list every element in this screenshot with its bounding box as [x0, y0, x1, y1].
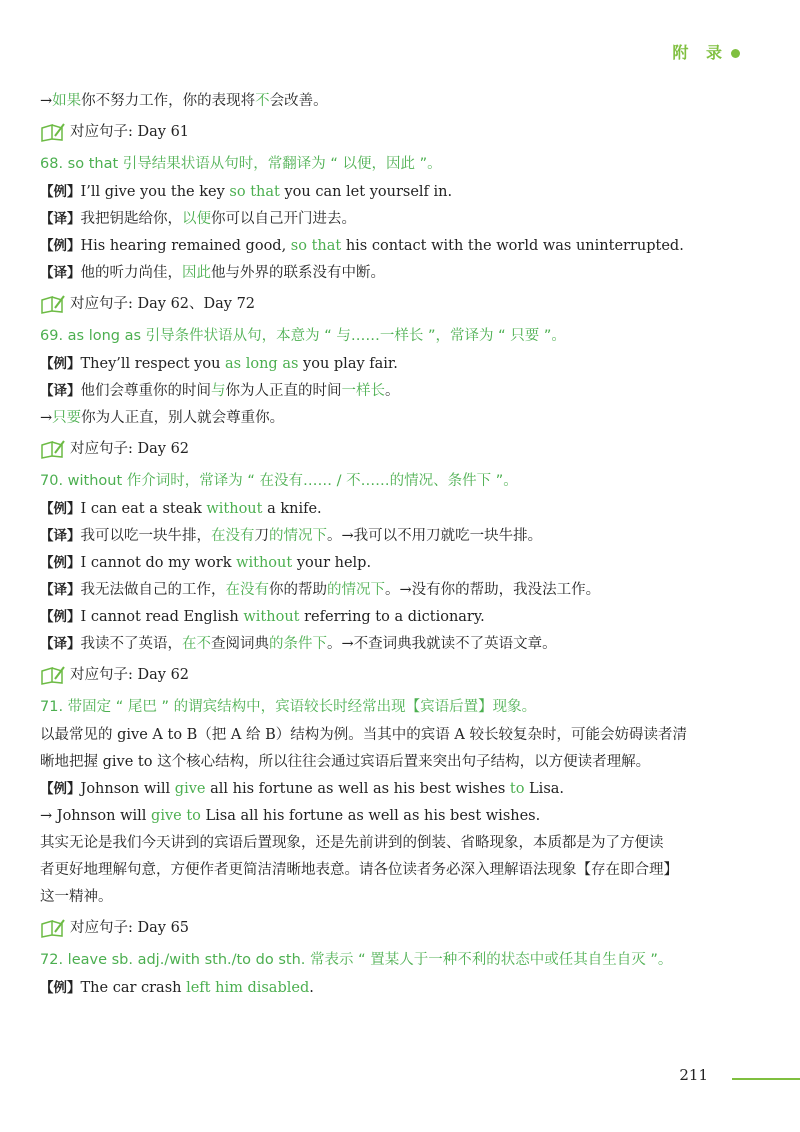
running-header: 附 录	[672, 43, 728, 62]
example-line: 【例】His hearing remained good, so that his contact with the world was uninterrupted.	[40, 238, 684, 254]
reference-day-62: 对应句子: Day 62	[40, 662, 756, 688]
example-line: 【例】The car crash left him disabled.	[40, 980, 314, 996]
rule-69-title: 69. as long as 引导条件状语从句，本意为 “ 与……一样长 ”，常译为 “ 只要 ”。	[40, 328, 566, 344]
book-pencil-icon	[40, 294, 66, 314]
paragraph-line: 这一精神。	[40, 889, 113, 905]
page-footer	[0, 1066, 800, 1090]
sentence-line: → Johnson will give to Lisa all his fortune as well as his best wishes.	[40, 808, 541, 824]
example-line: 【例】I cannot do my work without your help.	[40, 555, 372, 571]
book-pencil-icon	[40, 439, 66, 459]
book-pencil-icon	[40, 122, 66, 142]
example-line: 【例】I can eat a steak without a knife.	[40, 501, 322, 517]
paragraph-line: 其实无论是我们今天讲到的宾语后置现象，还是先前讲到的倒装、省略现象，本质都是为了方便读	[40, 835, 664, 851]
paragraph-line: 以最常见的 give A to B（把 A 给 B）结构为例。当其中的宾语 A 较长较复杂时，可能会妨碍读者清	[40, 727, 687, 743]
book-pencil-icon	[40, 918, 66, 938]
translation-line: 【译】我读不了英语，在不查阅词典的条件下。→不查词典我就读不了英语文章。	[40, 636, 557, 652]
example-line: 【例】Johnson will give all his fortune as well as his best wishes to Lisa.	[40, 781, 565, 797]
page-number: 211	[679, 1066, 708, 1084]
reference-day-65: 对应句子: Day 65	[40, 915, 756, 941]
page-content	[40, 88, 756, 1002]
rule-71-title: 71. 带固定 “ 尾巴 ” 的谓宾结构中，宾语较长时经常出现【宾语后置】现象。	[40, 699, 537, 715]
translation-line: 【译】我把钥匙给你，以便你可以自己开门进去。	[40, 211, 356, 227]
sentence-line: →如果你不努力工作，你的表现将不会改善。	[40, 93, 328, 109]
reference-day-61: 对应句子: Day 61	[40, 119, 756, 145]
header-dot-icon	[731, 49, 740, 58]
example-line: 【例】They’ll respect you as long as you play fair.	[40, 356, 398, 372]
translation-line: 【译】我无法做自己的工作，在没有你的帮助的情况下。→没有你的帮助，我没法工作。	[40, 582, 601, 598]
footer-rule	[732, 1078, 800, 1080]
paragraph-line: 晰地把握 give to 这个核心结构，所以往往会通过宾语后置来突出句子结构，以方便读者理解。	[40, 754, 651, 770]
translation-line: 【译】他们会尊重你的时间与你为人正直的时间一样长。	[40, 383, 400, 399]
reference-day-62-72: 对应句子: Day 62、Day 72	[40, 291, 756, 317]
rule-68-title: 68. so that 引导结果状语从句时，常翻译为 “ 以便，因此 ”。	[40, 156, 442, 172]
rule-70-title: 70. without 作介词时，常译为 “ 在没有…… / 不……的情况、条件下 ”。	[40, 473, 518, 489]
rule-72-title: 72. leave sb. adj./with sth./to do sth. 常表示 “ 置某人于一种不利的状态中或任其自生自灭 ”。	[40, 952, 673, 968]
translation-line: 【译】我可以吃一块牛排，在没有刀的情况下。→我可以不用刀就吃一块牛排。	[40, 528, 543, 544]
book-pencil-icon	[40, 665, 66, 685]
reference-day-62: 对应句子: Day 62	[40, 436, 756, 462]
example-line: 【例】I cannot read English without referring to a dictionary.	[40, 609, 485, 625]
sentence-line: →只要你为人正直，别人就会尊重你。	[40, 410, 285, 426]
paragraph-line: 者更好地理解句意，方便作者更简洁清晰地表意。请各位读者务必深入理解语法现象【存在即合理】	[40, 862, 678, 878]
example-line: 【例】I’ll give you the key so that you can let yourself in.	[40, 184, 453, 200]
translation-line: 【译】他的听力尚佳，因此他与外界的联系没有中断。	[40, 265, 385, 281]
